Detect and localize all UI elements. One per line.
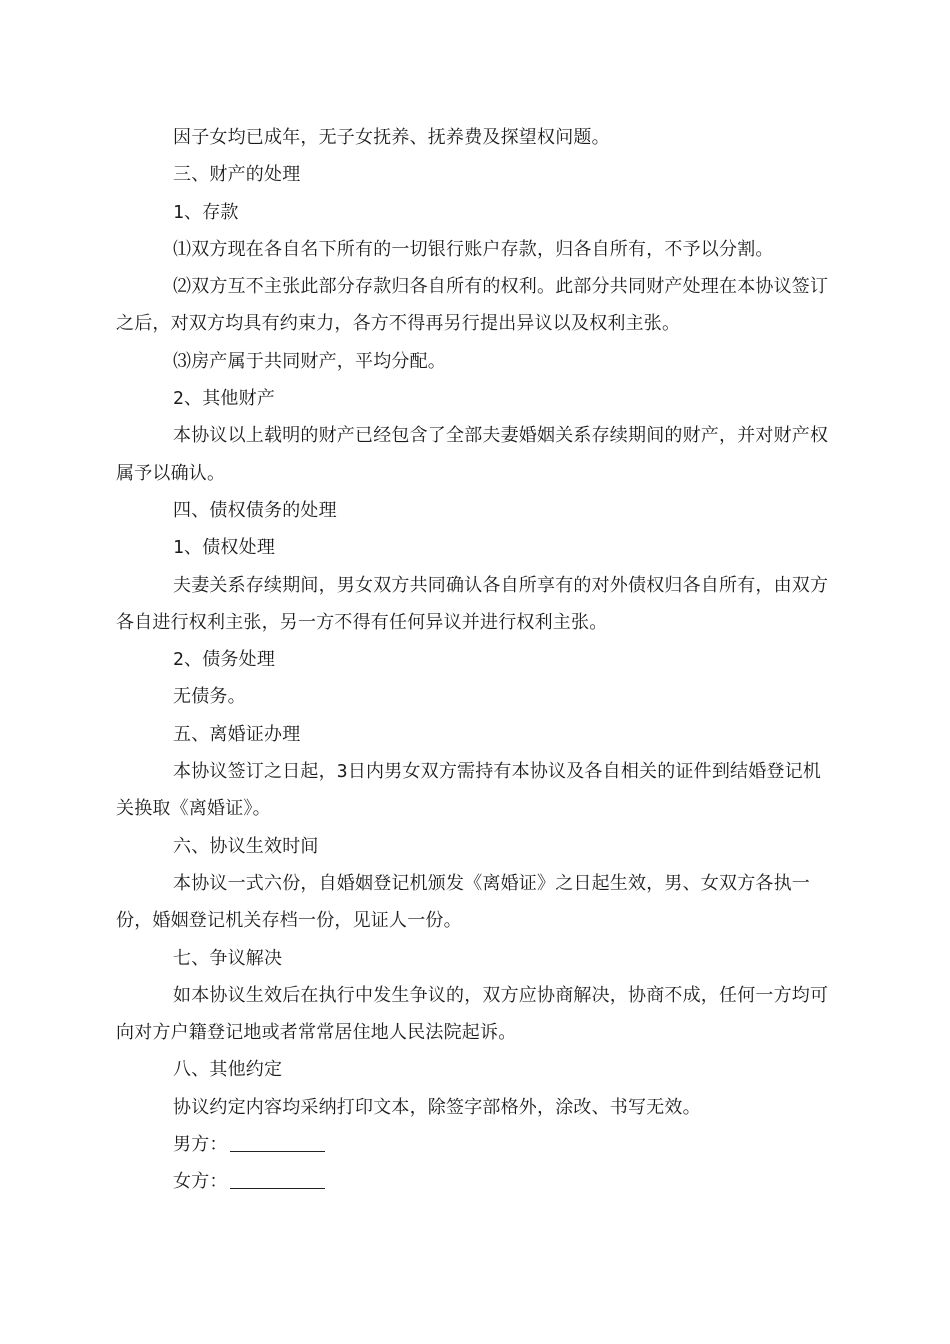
paragraph-deposits-2: ⑵双方互不主张此部分存款归各自所有的权利。此部分共同财产处理在本协议签订之后，对双方均具有约束力，各方不得再另行提出异议以及权利主张。	[116, 276, 829, 335]
signature-male-label: 男方：	[173, 1134, 228, 1156]
heading-effective-time: 六、协议生效时间	[173, 835, 319, 857]
heading-property: 三、财产的处理	[173, 164, 301, 186]
paragraph-deposits-3: ⑶房产属于共同财产，平均分配。	[173, 350, 446, 372]
subheading-claims: 1、债权处理	[173, 537, 276, 559]
heading-divorce-certificate: 五、离婚证办理	[173, 723, 301, 745]
paragraph-other-terms: 协议约定内容均采纳打印文本，除签字部格外，涂改、书写无效。	[173, 1096, 701, 1118]
signature-female-line	[230, 1170, 325, 1189]
paragraph-children: 因子女均已成年，无子女抚养、抚养费及探望权问题。	[173, 127, 610, 148]
signature-female-label: 女方：	[173, 1171, 228, 1193]
signature-female	[116, 1163, 836, 1200]
signature-male	[116, 1126, 836, 1163]
subheading-deposits: 1、存款	[173, 201, 239, 223]
subheading-debts: 2、债务处理	[173, 649, 276, 671]
subheading-other-property: 2、其他财产	[173, 388, 276, 410]
paragraph-effective-time: 本协议一式六份，自婚姻登记机颁发《离婚证》之日起生效，男、女双方各执一份，婚姻登记机关存档一份，见证人一份。	[116, 872, 810, 932]
paragraph-claims: 夫妻关系存续期间，男女双方共同确认各自所享有的对外债权归各自所有，由双方各自进行权利主张，另一方不得有任何异议并进行权利主张。	[116, 574, 829, 633]
heading-other-terms: 八、其他约定	[173, 1059, 283, 1081]
heading-dispute: 七、争议解决	[173, 947, 283, 969]
paragraph-other-property: 本协议以上载明的财产已经包含了全部夫妻婚姻关系存续期间的财产，并对财产权属予以确认。	[116, 425, 829, 484]
heading-debts: 四、债权债务的处理	[173, 499, 337, 521]
paragraph-no-debts: 无债务。	[173, 686, 246, 708]
paragraph-dispute: 如本协议生效后在执行中发生争议的，双方应协商解决，协商不成，任何一方均可向对方户籍登记地或者常常居住地人民法院起诉。	[116, 984, 829, 1044]
paragraph-deposits-1: ⑴双方现在各自名下所有的一切银行账户存款，归各自所有，不予以分割。	[173, 238, 774, 260]
paragraph-divorce-certificate: 本协议签订之日起，3日内男女双方需持有本协议及各自相关的证件到结婚登记机关换取《离婚证》。	[116, 761, 822, 820]
signature-male-line	[230, 1133, 325, 1152]
document-body	[116, 119, 836, 1201]
